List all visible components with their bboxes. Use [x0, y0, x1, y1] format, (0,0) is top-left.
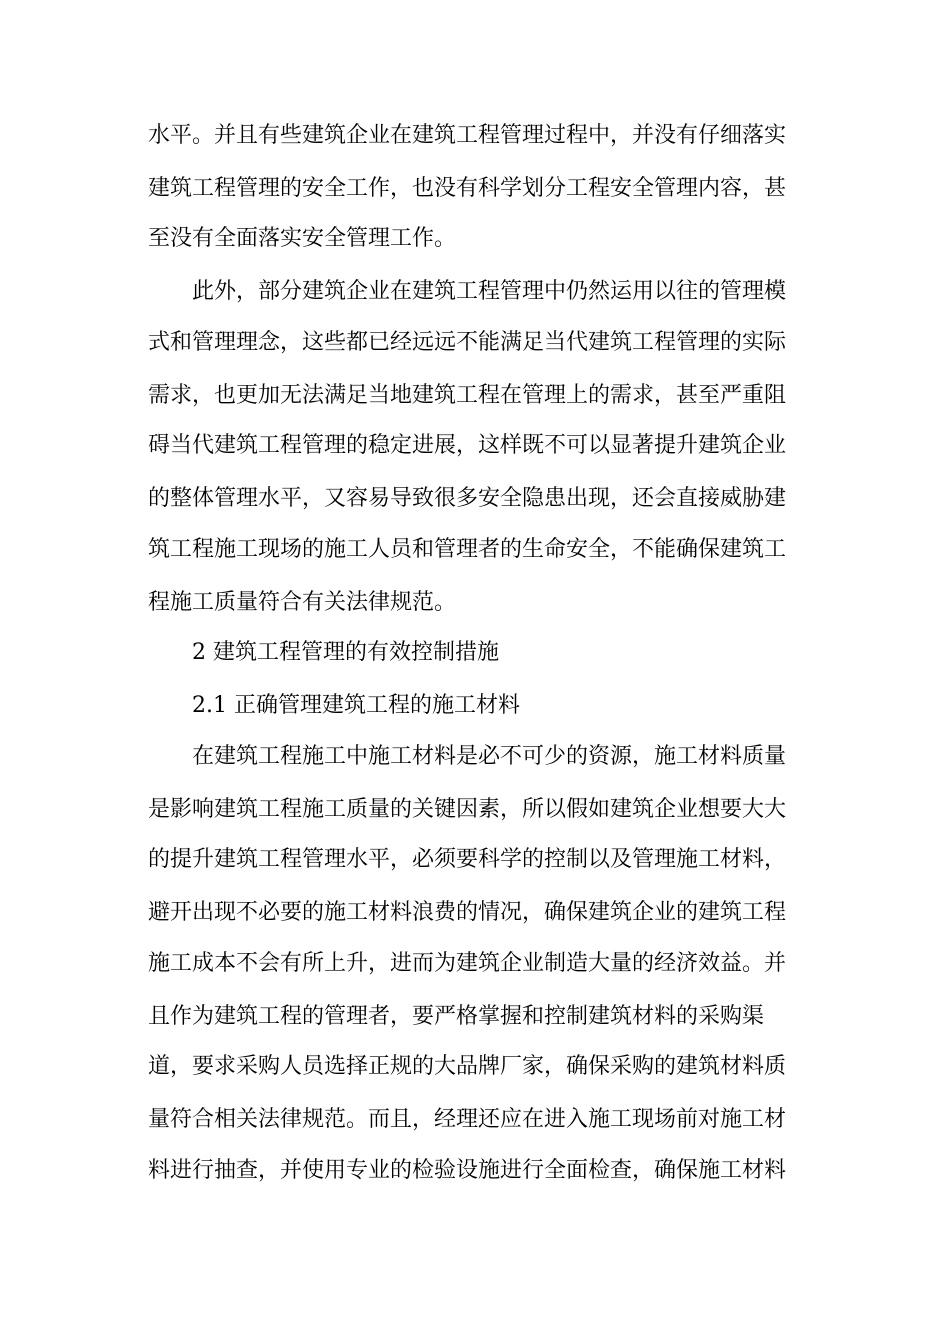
text-line: 式和管理理念，这些都已经远远不能满足当代建筑工程管理的实际 — [148, 330, 787, 355]
paragraph-start-line: 在建筑工程施工中施工材料是必不可少的资源，施工材料质量 — [192, 744, 787, 769]
text-line: 碍当代建筑工程管理的稳定进展，这样既不可以显著提升建筑企业 — [148, 433, 787, 458]
text-line: 是影响建筑工程施工质量的关键因素，所以假如建筑企业想要大大 — [148, 797, 787, 822]
text-line: 筑工程施工现场的施工人员和管理者的生命安全，不能确保建筑工 — [148, 537, 787, 562]
text-line: 料进行抽查，并使用专业的检验设施进行全面检查，确保施工材料 — [148, 1158, 787, 1183]
section-heading: 2 建筑工程管理的有效控制措施 — [192, 640, 499, 665]
text-line: 道，要求采购人员选择正规的大品牌厂家，确保采购的建筑材料质 — [148, 1054, 787, 1079]
text-line: 水平。并且有些建筑企业在建筑工程管理过程中，并没有仔细落实 — [148, 123, 787, 148]
subsection-heading: 2.1 正确管理建筑工程的施工材料 — [192, 693, 520, 718]
text-line: 的提升建筑工程管理水平，必须要科学的控制以及管理施工材料， — [148, 847, 787, 872]
text-line: 避开出现不必要的施工材料浪费的情况，确保建筑企业的建筑工程 — [148, 900, 787, 925]
text-line: 至没有全面落实安全管理工作。 — [148, 226, 457, 251]
text-line: 且作为建筑工程的管理者，要严格掌握和控制建筑材料的采购渠 — [148, 1004, 765, 1029]
text-line: 施工成本不会有所上升，进而为建筑企业制造大量的经济效益。并 — [148, 951, 787, 976]
text-line: 需求，也更加无法满足当地建筑工程在管理上的需求，甚至严重阻 — [148, 383, 787, 408]
text-line: 建筑工程管理的安全工作，也没有科学划分工程安全管理内容，甚 — [148, 176, 787, 201]
text-line: 程施工质量符合有关法律规范。 — [148, 590, 457, 615]
paragraph-start-line: 此外，部分建筑企业在建筑工程管理中仍然运用以往的管理模 — [192, 279, 787, 304]
text-line: 的整体管理水平，又容易导致很多安全隐患出现，还会直接威胁建 — [148, 486, 787, 511]
text-line: 量符合相关法律规范。而且，经理还应在进入施工现场前对施工材 — [148, 1107, 787, 1132]
